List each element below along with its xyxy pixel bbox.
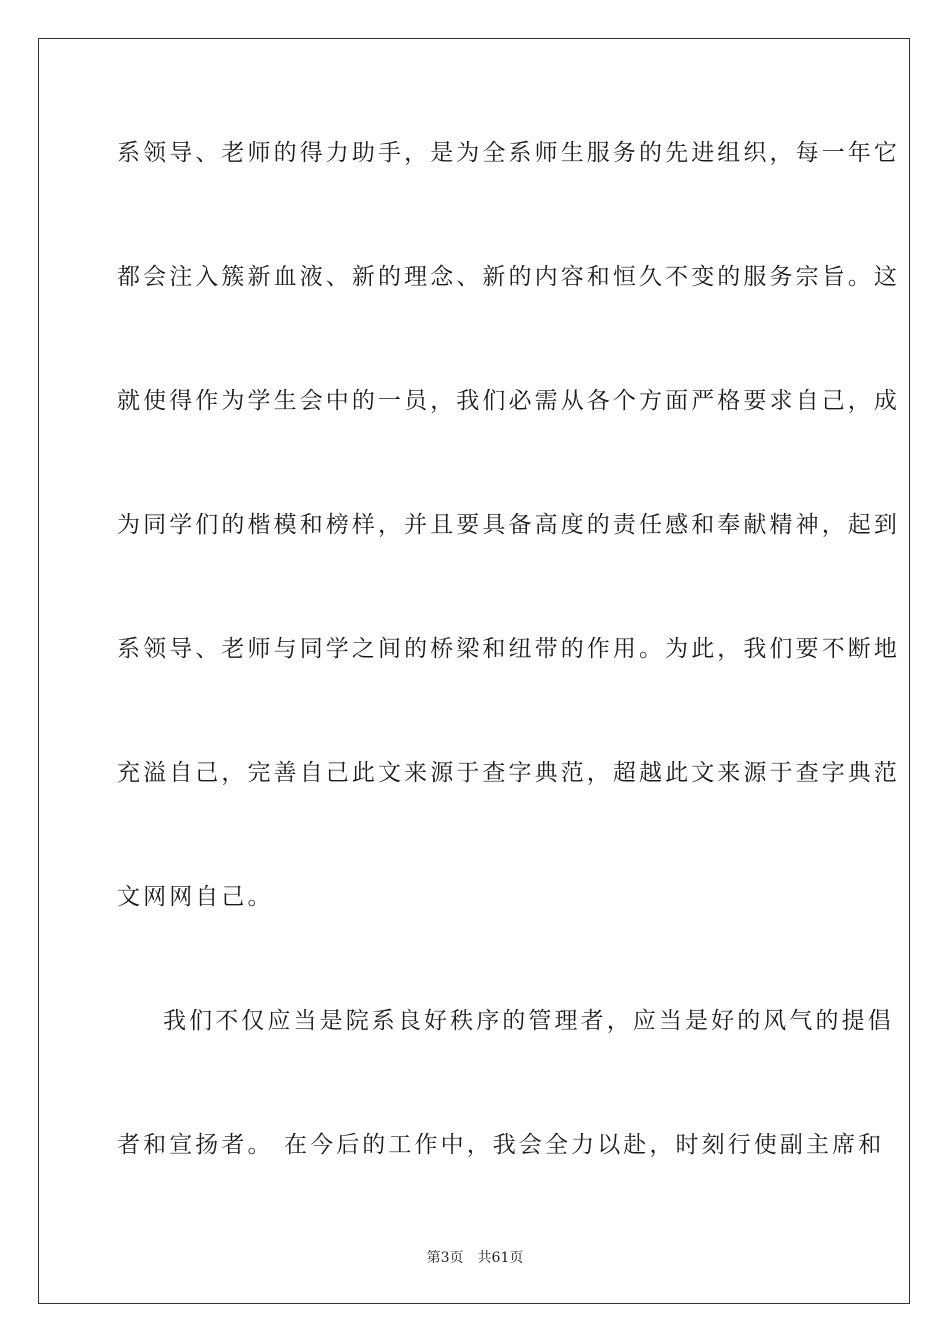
text-line: 者和宣扬者。 在今后的工作中，我会全力以赴，时刻行使副主席和 xyxy=(117,1132,885,1158)
text-line: 文网网自己。 xyxy=(117,884,274,910)
text-line: 系领导、老师的得力助手，是为全系师生服务的先进组织，每一年它 xyxy=(117,140,900,166)
text-line: 为同学们的楷模和榜样，并且要具备高度的责任感和奉献精神，起到 xyxy=(117,512,900,538)
text-line: 充溢自己，完善自己此文来源于查字典范，超越此文来源于查字典范 xyxy=(117,760,900,786)
paragraph-first-line: 我们不仅应当是院系良好秩序的管理者，应当是好的风气的提倡 xyxy=(163,1008,894,1034)
text-line: 系领导、老师与同学之间的桥梁和纽带的作用。为此，我们要不断地 xyxy=(117,636,900,662)
text-line: 就使得作为学生会中的一员，我们必需从各个方面严格要求自己，成 xyxy=(117,388,900,414)
page-border xyxy=(38,38,910,1304)
text-line: 都会注入簇新血液、新的理念、新的内容和恒久不变的服务宗旨。这 xyxy=(117,264,900,290)
page-total: 共61页 xyxy=(477,1250,524,1266)
page-number: 第3页 xyxy=(426,1250,464,1266)
page-footer xyxy=(0,1249,950,1267)
